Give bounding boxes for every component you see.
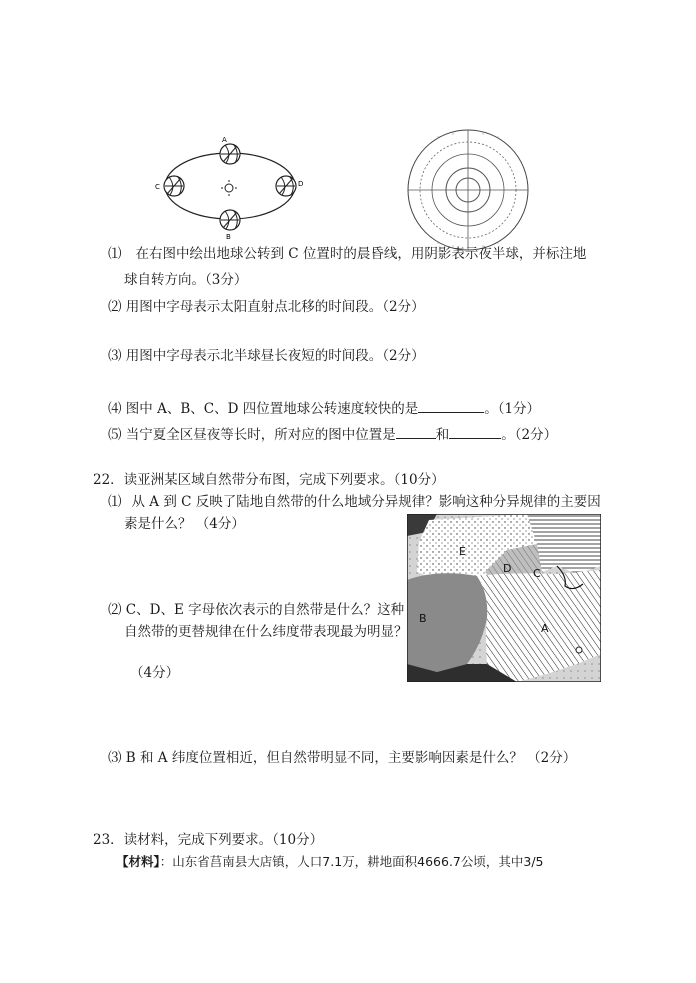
q21-item1-text-line2: 球自转方向。（3分） — [124, 272, 248, 288]
q21-item2-text: 用图中字母表示太阳直射点北移的时间段。（2分） — [125, 299, 425, 315]
earth-position-d — [276, 176, 296, 196]
orbit-label-b: B — [226, 233, 231, 240]
orbit-label-d: D — [298, 180, 304, 188]
q21-item2 — [108, 297, 425, 317]
q21-item5-text-c: 。（2分） — [501, 427, 558, 443]
q22-item3-text: B 和 A 纬度位置相近，但自然带明显不同，主要影响因素是什么？ （2分） — [125, 750, 577, 766]
q21-item4-text-a: 图中 A、B、C、D 四位置地球公转速度较快的是 — [125, 401, 419, 417]
q21-item2-num: ⑵ — [108, 299, 122, 315]
earth-position-a — [220, 144, 240, 164]
q22-item2-num: ⑵ — [108, 602, 122, 618]
q21-item3 — [108, 346, 425, 366]
q21-item5-text-a: 当宁夏全区昼夜等长时，所对应的图中位置是 — [125, 427, 396, 443]
q21-item1-line1 — [108, 244, 586, 264]
map-label-a: A — [541, 622, 549, 635]
q21-item5-answer-blank-1[interactable] — [396, 424, 436, 439]
q22-item2-text-line3: （4分） — [130, 665, 180, 681]
earth-position-c — [164, 176, 184, 196]
q23-material-tag: 【材料】 — [116, 854, 160, 869]
q21-item3-num: ⑶ — [108, 348, 122, 364]
q21-item5-num: ⑸ — [108, 427, 122, 443]
earth-position-b — [220, 210, 240, 230]
q22-item1-text-line1: 从 A 到 C 反映了陆地自然带的什么地域分异规律？影响这种分异规律的主要因 — [131, 494, 601, 510]
q21-item4-answer-blank[interactable] — [418, 398, 484, 413]
orbit-label-a: A — [222, 136, 227, 144]
map-label-c: C — [533, 567, 541, 580]
q21-item5-text-b: 和 — [435, 427, 450, 443]
q22-title: 22．读亚洲某区域自然带分布图，完成下列要求。（10分） — [93, 472, 445, 488]
q23-material-text: ：山东省莒南县大店镇，人口7.1万，耕地面积4666.7公顷，其中3/5 — [159, 854, 544, 869]
q21-item5 — [108, 424, 557, 445]
q21-item5-answer-blank-2[interactable] — [449, 424, 501, 439]
q22-item1 — [108, 492, 601, 512]
q23-material — [116, 852, 544, 872]
q21-item4 — [108, 398, 540, 419]
q22-item1-num: ⑴ — [108, 494, 122, 510]
map-label-d: D — [503, 562, 512, 575]
q21-item1-text-line1: 在右图中绘出地球公转到 C 位置时的晨昏线，用阴影表示夜半球，并标注地 — [135, 246, 587, 262]
sun-icon — [221, 180, 237, 196]
q22-item3-num: ⑶ — [108, 750, 122, 766]
q21-item4-num: ⑷ — [108, 401, 122, 417]
q23-title: 23．读材料，完成下列要求。（10分） — [93, 832, 324, 848]
q21-item4-text-b: 。（1分） — [484, 401, 541, 417]
q22-item3 — [108, 748, 576, 768]
q22-item2-text-line2: 自然带的更替规律在什么纬度带表现最为明显？ — [124, 624, 408, 640]
map-label-b: B — [419, 612, 427, 625]
q22-item2-text-line1: C、D、E 字母依次表示的自然带是什么？这种 — [125, 602, 405, 618]
map-label-e: E — [459, 545, 466, 558]
polar-view-diagram — [405, 127, 531, 253]
q21-item3-text: 用图中字母表示北半球昼长夜短的时间段。（2分） — [125, 348, 425, 364]
q22-item1-text-line2: 素是什么？ （4分） — [124, 516, 245, 532]
q22-item2 — [108, 600, 404, 620]
q21-item1-num: ⑴ — [108, 246, 122, 262]
natural-zone-map — [407, 514, 601, 682]
earth-orbit-diagram — [150, 132, 310, 240]
orbit-label-c: C — [155, 183, 160, 191]
